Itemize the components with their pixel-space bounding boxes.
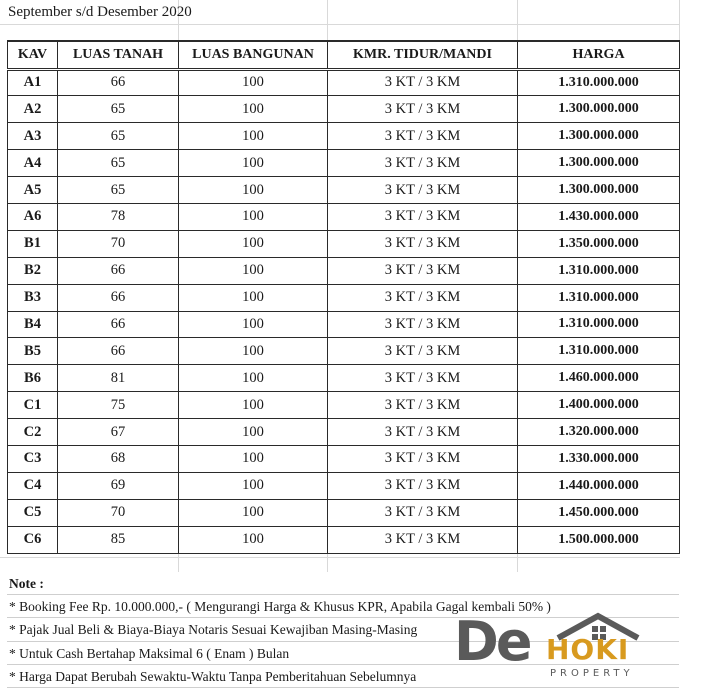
- table-row: [8, 257, 680, 284]
- luas-tanah-cell: 81: [58, 365, 179, 392]
- kamar-cell: 3 KT / 3 KM: [328, 419, 518, 446]
- column-header: LUAS BANGUNAN: [179, 41, 328, 69]
- table-row: [8, 338, 680, 365]
- luas-bangunan-cell: 100: [179, 338, 328, 365]
- harga-cell: 1.330.000.000: [518, 445, 680, 472]
- kamar-cell: 3 KT / 3 KM: [328, 203, 518, 230]
- table-row: [8, 284, 680, 311]
- note-item: * Untuk Cash Bertahap Maksimal 6 ( Enam ) Bulan: [7, 642, 679, 665]
- harga-cell: 1.310.000.000: [518, 284, 680, 311]
- luas-tanah-cell: 69: [58, 472, 179, 499]
- kamar-cell: 3 KT / 3 KM: [328, 257, 518, 284]
- luas-bangunan-cell: 100: [179, 472, 328, 499]
- kav-cell: C1: [8, 392, 58, 419]
- luas-bangunan-cell: 100: [179, 392, 328, 419]
- kamar-cell: 3 KT / 3 KM: [328, 499, 518, 526]
- table-row: [8, 230, 680, 257]
- table-row: [8, 365, 680, 392]
- note-item: * Pajak Jual Beli & Biaya-Biaya Notaris Sesuai Kewajiban Masing-Masing: [7, 618, 679, 641]
- luas-tanah-cell: 67: [58, 419, 179, 446]
- price-table: [7, 40, 680, 554]
- kav-cell: B6: [8, 365, 58, 392]
- note-item: * Booking Fee Rp. 10.000.000,- ( Mengurangi Harga & Khusus KPR, Apabila Gagal kembali 50% ): [7, 595, 679, 618]
- dehoki-logo: [454, 612, 644, 686]
- table-row: [8, 123, 680, 150]
- luas-bangunan-cell: 100: [179, 150, 328, 177]
- kamar-cell: 3 KT / 3 KM: [328, 392, 518, 419]
- harga-cell: 1.300.000.000: [518, 150, 680, 177]
- kav-cell: C6: [8, 526, 58, 553]
- period-label: September s/d Desember 2020: [8, 4, 192, 20]
- kav-cell: C5: [8, 499, 58, 526]
- harga-cell: 1.300.000.000: [518, 123, 680, 150]
- luas-bangunan-cell: 100: [179, 526, 328, 553]
- luas-tanah-cell: 70: [58, 499, 179, 526]
- table-row: [8, 392, 680, 419]
- luas-tanah-cell: 66: [58, 257, 179, 284]
- kamar-cell: 3 KT / 3 KM: [328, 311, 518, 338]
- kav-cell: B3: [8, 284, 58, 311]
- luas-bangunan-cell: 100: [179, 445, 328, 472]
- luas-bangunan-cell: 100: [179, 257, 328, 284]
- luas-tanah-cell: 85: [58, 526, 179, 553]
- table-row: [8, 311, 680, 338]
- luas-tanah-cell: 78: [58, 203, 179, 230]
- harga-cell: 1.400.000.000: [518, 392, 680, 419]
- kamar-cell: 3 KT / 3 KM: [328, 338, 518, 365]
- kamar-cell: 3 KT / 3 KM: [328, 123, 518, 150]
- grid-line: [327, 552, 328, 572]
- luas-bangunan-cell: 100: [179, 203, 328, 230]
- luas-tanah-cell: 65: [58, 177, 179, 204]
- luas-tanah-cell: 68: [58, 445, 179, 472]
- luas-bangunan-cell: 100: [179, 69, 328, 96]
- column-header: HARGA: [518, 41, 680, 69]
- kav-cell: A1: [8, 69, 58, 96]
- column-header: LUAS TANAH: [58, 41, 179, 69]
- luas-bangunan-cell: 100: [179, 311, 328, 338]
- logo-hoki-text: HOKI: [546, 633, 630, 666]
- luas-bangunan-cell: 100: [179, 230, 328, 257]
- kav-cell: A5: [8, 177, 58, 204]
- kav-cell: A4: [8, 150, 58, 177]
- luas-bangunan-cell: 100: [179, 419, 328, 446]
- notes-title: Note :: [7, 572, 679, 595]
- harga-cell: 1.300.000.000: [518, 96, 680, 123]
- kamar-cell: 3 KT / 3 KM: [328, 177, 518, 204]
- harga-cell: 1.450.000.000: [518, 499, 680, 526]
- harga-cell: 1.350.000.000: [518, 230, 680, 257]
- grid-line: [517, 0, 518, 40]
- harga-cell: 1.460.000.000: [518, 365, 680, 392]
- luas-tanah-cell: 66: [58, 284, 179, 311]
- grid-line: [0, 557, 680, 558]
- kav-cell: A2: [8, 96, 58, 123]
- table-row: [8, 526, 680, 553]
- harga-cell: 1.440.000.000: [518, 472, 680, 499]
- luas-bangunan-cell: 100: [179, 499, 328, 526]
- luas-bangunan-cell: 100: [179, 284, 328, 311]
- luas-tanah-cell: 65: [58, 123, 179, 150]
- kamar-cell: 3 KT / 3 KM: [328, 365, 518, 392]
- table-row: [8, 69, 680, 96]
- table-row: [8, 177, 680, 204]
- kamar-cell: 3 KT / 3 KM: [328, 69, 518, 96]
- kav-cell: C3: [8, 445, 58, 472]
- logo-property-text: PROPERTY: [550, 668, 634, 679]
- kav-cell: B5: [8, 338, 58, 365]
- column-header: KMR. TIDUR/MANDI: [328, 41, 518, 69]
- luas-bangunan-cell: 100: [179, 123, 328, 150]
- kav-cell: C4: [8, 472, 58, 499]
- kamar-cell: 3 KT / 3 KM: [328, 526, 518, 553]
- harga-cell: 1.430.000.000: [518, 203, 680, 230]
- table-row: [8, 472, 680, 499]
- kav-cell: B1: [8, 230, 58, 257]
- grid-line: [679, 0, 680, 40]
- table-row: [8, 445, 680, 472]
- kamar-cell: 3 KT / 3 KM: [328, 284, 518, 311]
- column-header: KAV: [8, 41, 58, 69]
- luas-tanah-cell: 66: [58, 338, 179, 365]
- kamar-cell: 3 KT / 3 KM: [328, 150, 518, 177]
- harga-cell: 1.310.000.000: [518, 257, 680, 284]
- table-row: [8, 203, 680, 230]
- luas-bangunan-cell: 100: [179, 365, 328, 392]
- logo-de-text: De: [454, 610, 530, 673]
- kav-cell: A3: [8, 123, 58, 150]
- harga-cell: 1.300.000.000: [518, 177, 680, 204]
- luas-tanah-cell: 65: [58, 96, 179, 123]
- table-row: [8, 419, 680, 446]
- kamar-cell: 3 KT / 3 KM: [328, 472, 518, 499]
- kamar-cell: 3 KT / 3 KM: [328, 230, 518, 257]
- kav-cell: C2: [8, 419, 58, 446]
- grid-line: [0, 24, 680, 25]
- luas-tanah-cell: 70: [58, 230, 179, 257]
- grid-line: [327, 0, 328, 40]
- kav-cell: B4: [8, 311, 58, 338]
- luas-tanah-cell: 65: [58, 150, 179, 177]
- kav-cell: B2: [8, 257, 58, 284]
- luas-tanah-cell: 66: [58, 311, 179, 338]
- table-row: [8, 96, 680, 123]
- harga-cell: 1.500.000.000: [518, 526, 680, 553]
- grid-line: [517, 552, 518, 572]
- kamar-cell: 3 KT / 3 KM: [328, 96, 518, 123]
- luas-bangunan-cell: 100: [179, 96, 328, 123]
- table-header-row: [8, 41, 680, 69]
- luas-tanah-cell: 75: [58, 392, 179, 419]
- note-item: * Harga Dapat Berubah Sewaktu-Waktu Tanpa Pemberitahuan Sebelumnya: [7, 665, 679, 688]
- grid-line: [178, 552, 179, 572]
- kamar-cell: 3 KT / 3 KM: [328, 445, 518, 472]
- harga-cell: 1.320.000.000: [518, 419, 680, 446]
- table-row: [8, 499, 680, 526]
- harga-cell: 1.310.000.000: [518, 338, 680, 365]
- luas-tanah-cell: 66: [58, 69, 179, 96]
- harga-cell: 1.310.000.000: [518, 69, 680, 96]
- table-row: [8, 150, 680, 177]
- kav-cell: A6: [8, 203, 58, 230]
- harga-cell: 1.310.000.000: [518, 311, 680, 338]
- luas-bangunan-cell: 100: [179, 177, 328, 204]
